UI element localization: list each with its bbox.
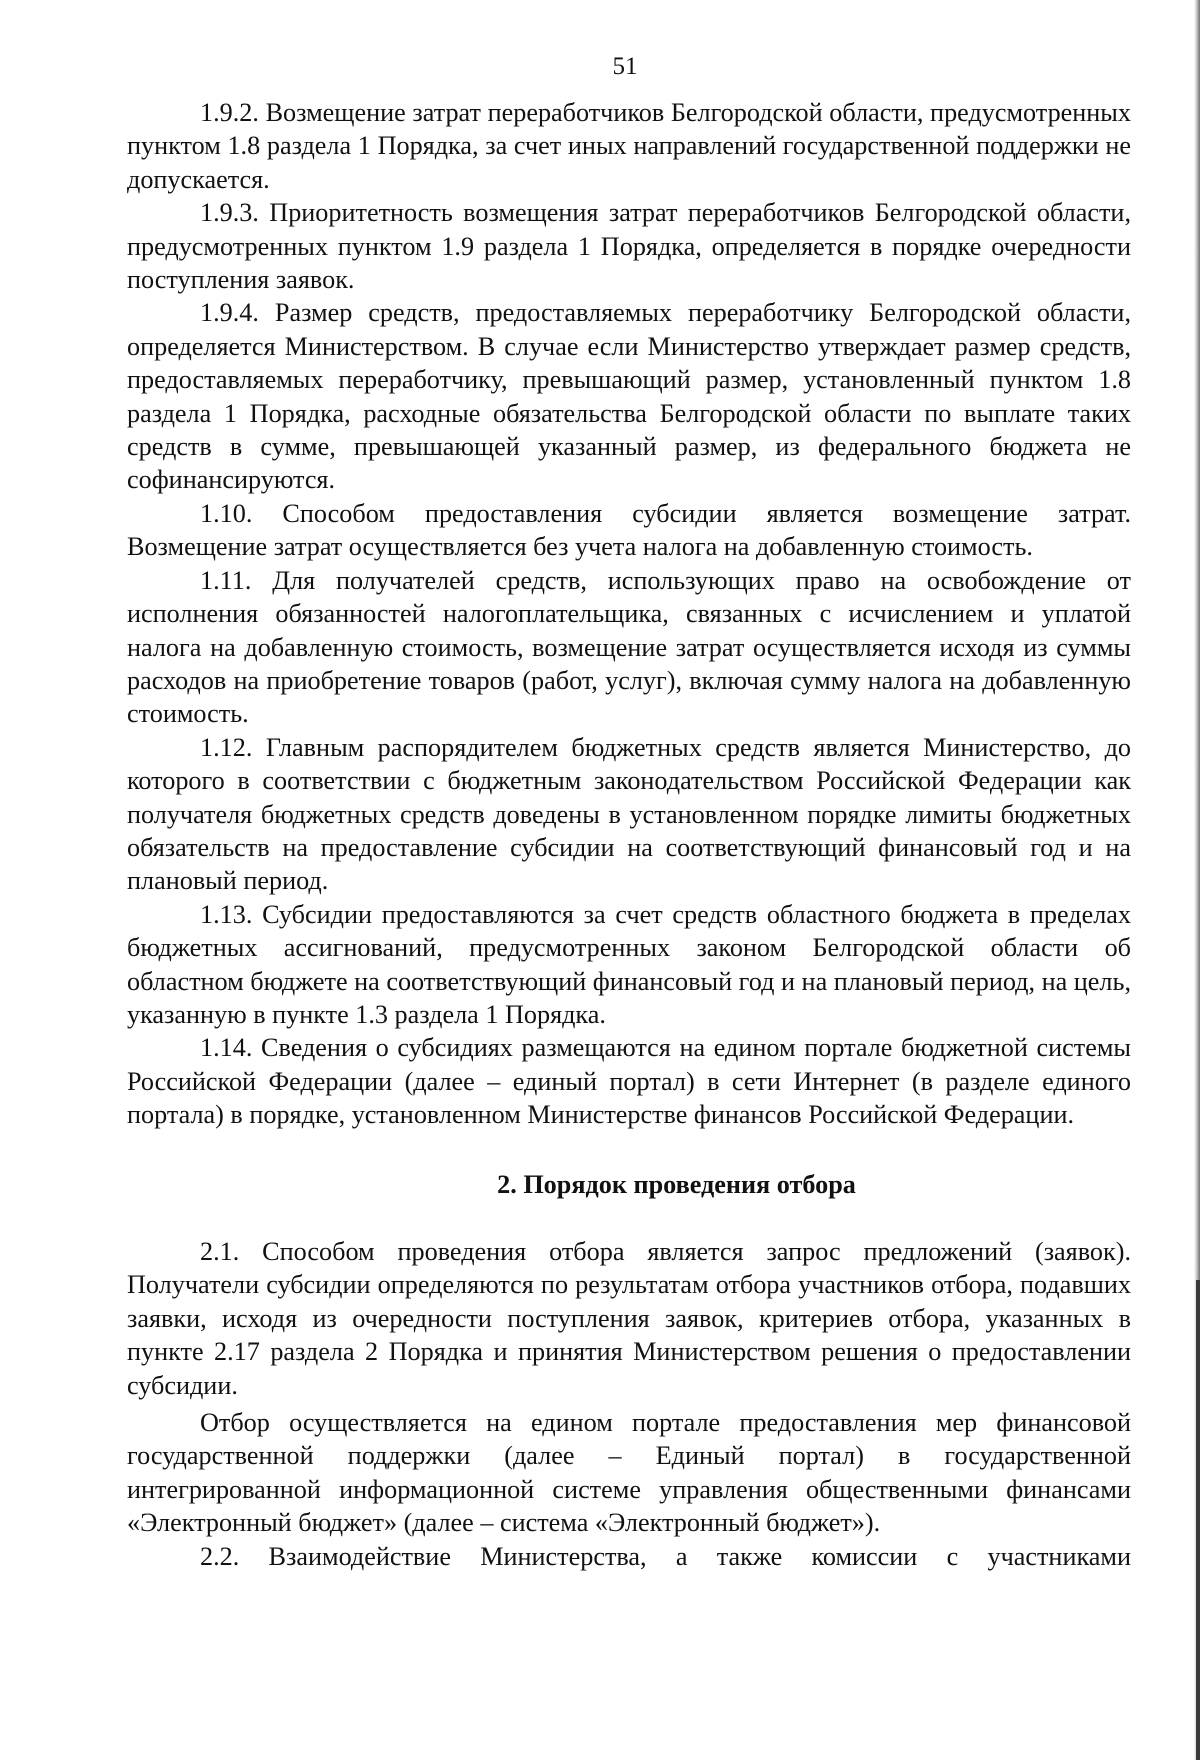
section-2-heading: 2. Порядок проведения отбора: [497, 1169, 856, 1199]
paragraph-1-9-3: 1.9.3. Приоритетность возмещения затрат переработчиков Белгородской области, предусмотренных пунктом 1.9 раздела 1 Порядка, определяется в порядке очередности поступления заявок.: [127, 198, 1131, 295]
paragraph-1-9-4: 1.9.4. Размер средств, предоставляемых переработчику Белгородской области, определяется Министерством. В случае если Министерство утверждает размер средств, предоставляемых переработчику, превышающий размер, установленный пунктом 1.8 раздела 1 Порядка, расходные обязательства Белгородской области по выплате таких средств в сумме, превышающей указанный размер, из федерального бюджета не софинансируются.: [127, 298, 1131, 495]
paragraph-1-13: 1.13. Субсидии предоставляются за счет средств областного бюджета в пределах бюджетных ассигнований, предусмотренных законом Белгородской области об областном бюджете на соответствующий финансовый год и на плановый период, на цель, указанную в пункте 1.3 раздела 1 Порядка.: [127, 899, 1131, 1029]
scan-edge-shadow: [1196, 1280, 1200, 1760]
paragraph-1-11: 1.11. Для получателей средств, использующих право на освобождение от исполнения обязанностей налогоплательщика, связанных с исчислением и уплатой налога на добавленную стоимость, возмещение затрат осуществляется исходя из суммы расходов на приобретение товаров (работ, услуг), включая сумму налога на добавленную стоимость.: [127, 565, 1131, 729]
paragraph-1-10: 1.10. Способом предоставления субсидии является возмещение затрат. Возмещение затрат осуществляется без учета налога на добавленную стоимость.: [127, 498, 1131, 562]
paragraph-1-12: 1.12. Главным распорядителем бюджетных средств является Министерство, до которого в соответствии с бюджетным законодательством Российской Федерации как получателя бюджетных средств доведены в установленном порядке лимиты бюджетных обязательств на предоставление субсидии на соответствующий финансовый год и на плановый период.: [127, 732, 1131, 896]
document-body: [127, 96, 1131, 1573]
paragraph-1-9-2: 1.9.2. Возмещение затрат переработчиков Белгородской области, предусмотренных пунктом 1.8 раздела 1 Порядка, за счет иных направлений государственной поддержки не допускается.: [127, 98, 1131, 194]
paragraph-2-1-selection: Отбор осуществляется на едином портале предоставления мер финансовой государственной поддержки (далее – Единый портал) в государственной интегрированной информационной системе управления общественными финансами «Электронный бюджет» (далее – система «Электронный бюджет»).: [127, 1408, 1131, 1538]
paragraph-2-2: 2.2. Взаимодействие Министерства, а также комиссии с участниками: [200, 1541, 1131, 1571]
page-number: 51: [612, 53, 638, 80]
paragraph-2-1: 2.1. Способом проведения отбора является запрос предложений (заявок). Получатели субсидии определяются по результатам отбора участников отбора, подавших заявки, исходя из очередности поступления заявок, критериев отбора, указанных в пункте 2.17 раздела 2 Порядка и принятия Министерством решения о предоставлении субсидии.: [127, 1237, 1131, 1400]
paragraph-1-14: 1.14. Сведения о субсидиях размещаются на едином портале бюджетной системы Российской Федерации (далее – единый портал) в сети Интернет (в разделе единого портала) в порядке, установленном Министерстве финансов Российской Федерации.: [127, 1033, 1131, 1130]
